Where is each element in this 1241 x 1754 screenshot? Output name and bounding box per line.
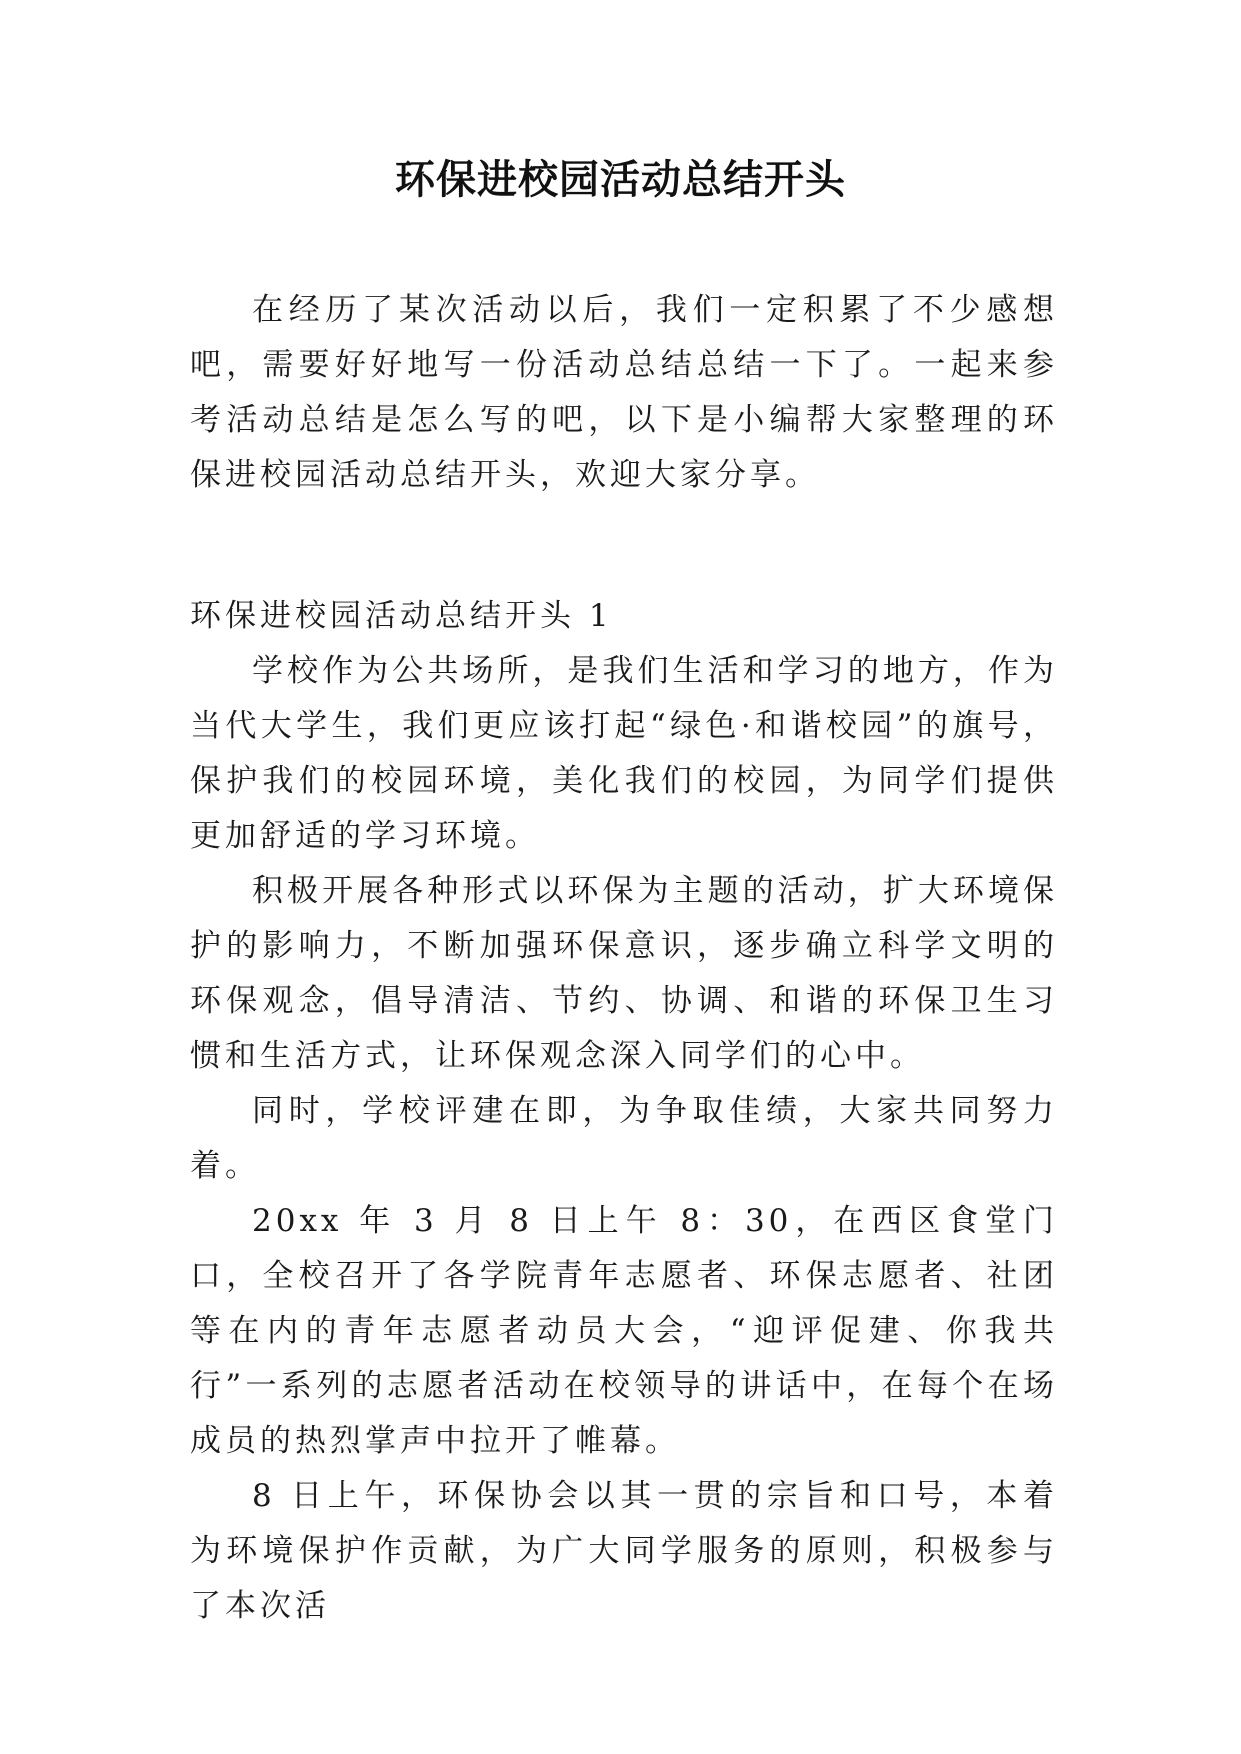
body-paragraph: 学校作为公共场所，是我们生活和学习的地方，作为当代大学生，我们更应该打起“绿色·和谐校园”的旗号，保护我们的校园环境，美化我们的校园，为同学们提供更加舒适的学习环境。 [190,653,1058,854]
body-paragraph: 20xx 年 3 月 8 日上午 8：30，在西区食堂门口，全校召开了各学院青年志愿者、环保志愿者、社团等在内的青年志愿者动员大会，“迎评促建、你我共行”一系列的志愿者活动在校领导的讲话中，在每个在场成员的热烈掌声中拉开了帷幕。 [190,1203,1058,1459]
intro-paragraph: 在经历了某次活动以后，我们一定积累了不少感想吧，需要好好地写一份活动总结总结一下了。一起来参考活动总结是怎么写的吧，以下是小编帮大家整理的环保进校园活动总结开头，欢迎大家分享。 [190,292,1058,493]
body-paragraph: 积极开展各种形式以环保为主题的活动，扩大环境保护的影响力，不断加强环保意识，逐步确立科学文明的环保观念，倡导清洁、节约、协调、和谐的环保卫生习惯和生活方式，让环保观念深入同学们的心中。 [190,873,1058,1074]
body-paragraph: 8 日上午，环保协会以其一贯的宗旨和口号，本着为环境保护作贡献，为广大同学服务的原则，积极参与了本次活 [190,1478,1058,1624]
document-body [190,283,1058,1634]
document-title: 环保进校园活动总结开头 [395,157,846,203]
body-paragraph: 同时，学校评建在即，为争取佳绩，大家共同努力着。 [190,1093,1058,1184]
section-gap [190,503,1058,589]
section-heading: 环保进校园活动总结开头 1 [190,598,613,634]
